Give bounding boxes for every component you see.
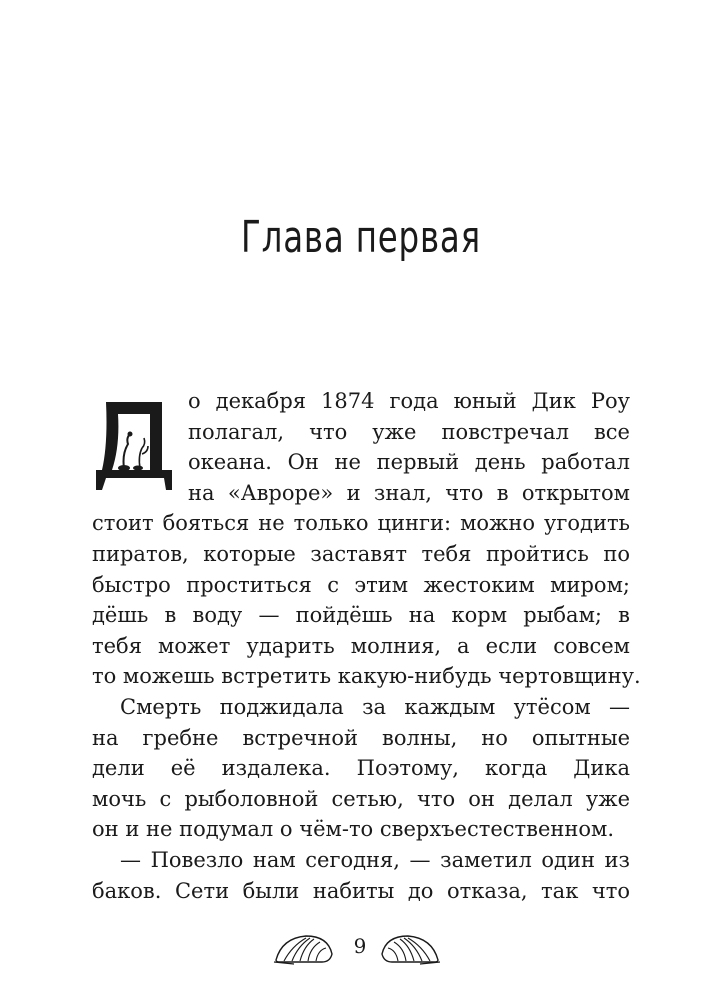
- text-line: мочь с рыболовной сетью, что он делал уже: [92, 786, 630, 811]
- text-line: пиратов, которые заставят тебя пройтись по: [92, 541, 630, 566]
- text-line: Смерть поджидала за каждым утёсом —: [120, 694, 630, 719]
- text-line: полагал, что уже повстречал все: [188, 419, 630, 444]
- text-line: баков. Сети были набиты до отказа, так что: [92, 878, 630, 903]
- text-line: то можешь встретить какую-нибудь чертовщину.: [92, 664, 641, 689]
- page-footer: [0, 932, 722, 972]
- text-line: океана. Он не первый день работал: [188, 450, 630, 475]
- text-line: тебя может ударить молния, а если совсем: [92, 633, 630, 658]
- text-line: дели её издалека. Поэтому, когда Дика: [92, 756, 630, 781]
- text-line: о декабря 1874 года юный Дик Роу: [188, 389, 630, 413]
- text-line: стоит бояться не только цинги: можно угодить: [92, 511, 630, 536]
- text-line: — Повезло нам сегодня, — заметил один из: [120, 847, 630, 872]
- text-line: на гребне встречной волны, но опытные: [92, 725, 630, 750]
- seashell-icon: [272, 932, 336, 966]
- seashell-icon: [378, 932, 442, 966]
- chapter-title: Глава первая: [241, 212, 481, 263]
- text-line: на «Авроре» и знал, что в открытом: [188, 480, 630, 505]
- text-line: он и не подумал о чём-то сверхъестественном.: [92, 817, 615, 842]
- text-line: быстро проститься с этим жестоким миром;: [92, 572, 630, 597]
- body-text: [92, 386, 641, 906]
- page-number: 9: [353, 934, 367, 958]
- text-line: дёшь в воду — пойдёшь на корм рыбам; в: [92, 603, 630, 628]
